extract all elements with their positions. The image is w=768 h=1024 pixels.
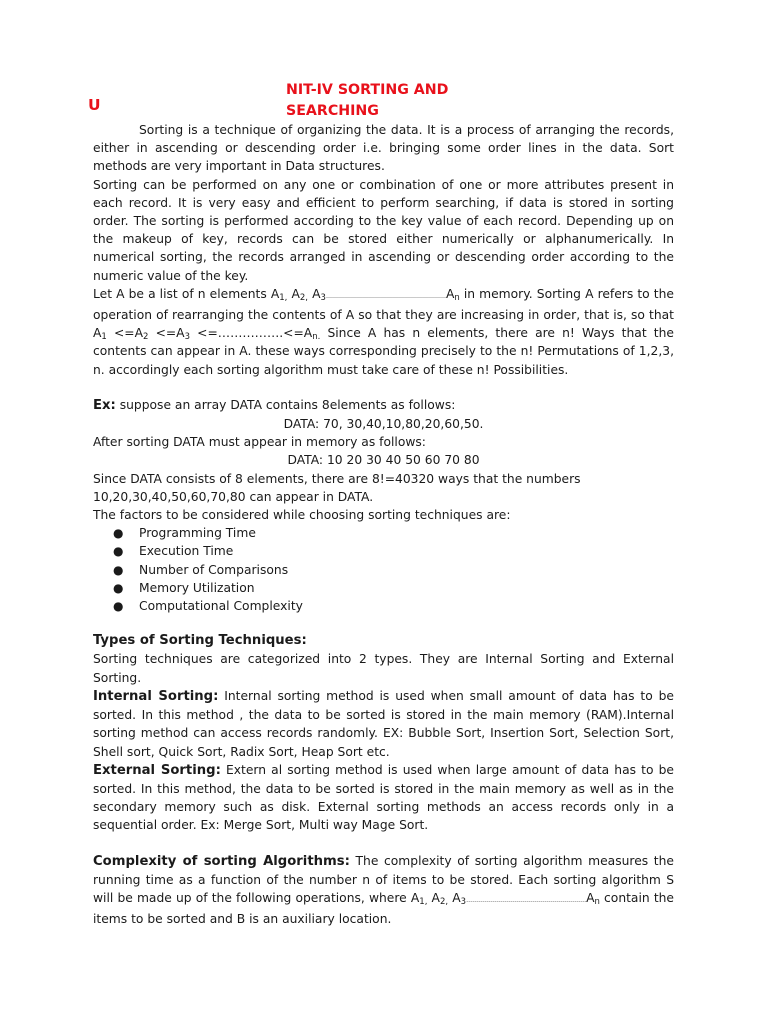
external-sorting-paragraph bbox=[93, 761, 674, 835]
complexity-paragraph: Complexity of sorting Algorithms: The complexity of sorting algorithm measures the running time as a function of the number n of items to be stored. Each sorting algorithm S will be made up of the following operations, where $A_{1,}$ $A_{2,}$ $A_3\dots\dots\dots\dots\dots\dots\dots\dots\dots\dots\dots\dots\dots\dots\dots\dots\dots\dots\dots\dots A_n$ contain the items to be sorted and B is an auxiliary location. bbox=[93, 853, 674, 927]
complexity-label: Complexity of sorting Algorithms: bbox=[93, 853, 350, 869]
subscript: 1, bbox=[419, 896, 428, 907]
factor-label: Memory Utilization bbox=[139, 580, 255, 595]
data-before: DATA: 70, 30,40,10,80,20,60,50. bbox=[283, 417, 484, 432]
spacer bbox=[93, 379, 674, 396]
dot-leader: …………………………………………………… bbox=[325, 292, 446, 300]
subscript: 3 bbox=[460, 896, 467, 907]
subscript: 2, bbox=[439, 896, 449, 907]
bullet-icon: ● bbox=[113, 562, 124, 577]
internal-sorting-paragraph bbox=[93, 687, 674, 761]
factor-label: Execution Time bbox=[139, 544, 234, 559]
subscript: n bbox=[594, 896, 600, 907]
subscript: 1, bbox=[279, 292, 288, 303]
factor-label: Number of Comparisons bbox=[139, 562, 289, 577]
list-item bbox=[93, 579, 674, 597]
spacer bbox=[93, 835, 674, 852]
types-heading: Types of Sorting Techniques: bbox=[93, 633, 307, 649]
example-line-4: The factors to be considered while choosing sorting techniques are: bbox=[93, 508, 511, 523]
example-line-2: After sorting DATA must appear in memory as follows: bbox=[93, 435, 426, 450]
title-line-1: NIT-IV SORTING AND bbox=[286, 82, 449, 98]
p3-text-b: in memory. Sorting A refers to the operation of rearranging the contents of A so that they are increasing in order, that is, so that A bbox=[93, 286, 674, 341]
complexity-text-a: The complexity of sorting algorithm measures the running time as a function of the number n of items to be stored. Each sorting algorithm S will be made up of the following operations, where A bbox=[93, 853, 674, 905]
p3-text-c: <=A bbox=[113, 326, 144, 341]
list-item bbox=[93, 542, 674, 560]
subscript: 3 bbox=[320, 292, 326, 303]
page-title bbox=[286, 80, 486, 122]
p3-text-f: Since A has n elements, there are n! Ways that the contents can appear in A. these ways corresponding precisely to the n! Permutations of 1,2,3, n. accordingly each sorting algorithm must take care of these n! Possibilities. bbox=[93, 326, 674, 377]
intro-paragraph-2: Sorting can be performed on any one or combination of one or more attributes present in each record. It is very easy and efficient to perform searching, if data is stored in sorting order. The sorting is performed according to the key value of each record. Depending up on the makeup of key, records can be stored either numerically or alphanumerically. In numerical sorting, the records arranged in ascending or descending order according to the numeric value of the key. bbox=[93, 177, 674, 283]
example-line-3: Since DATA consists of 8 elements, there are 8!=40320 ways that the numbers 10,20,30,40,50,60,70,80 can appear in DATA. bbox=[93, 471, 581, 504]
document-body bbox=[93, 121, 674, 928]
intro-paragraph-3: Let A be a list of n elements $A_{1,}$ $A_{2,}$ $A_3\dots\dots\dots\dots\dots\dots\dots\dots\dots\dots\dots\dots\dots\dots\dots\dots\dots\dots\dots\dots A_n$ in memory. Sorting A refers to the operation of rearranging the contents of A so that they are increasing in order, that is, so that $A_1 <=A_2 <=A_3$ $<=\dots\dots\dots\dots\dots.<=A_{n.}$ Since A has n elements, there are n! Ways that the contents can appear in A. these ways corresponding precisely to the n! Permutations of 1,2,3, n. accordingly each sorting algorithm must take care of these n! Possibilities. bbox=[93, 286, 674, 377]
dot-leader: …………………………………………………… bbox=[466, 896, 587, 904]
factor-label: Computational Complexity bbox=[139, 599, 303, 614]
list-item bbox=[93, 524, 674, 542]
data-after: DATA: 10 20 30 40 50 60 70 80 bbox=[287, 453, 480, 468]
list-item bbox=[93, 561, 674, 579]
factor-label: Programming Time bbox=[139, 526, 256, 541]
title-line-2: SEARCHING bbox=[286, 103, 379, 119]
example-line-1: suppose an array DATA contains 8elements as follows: bbox=[119, 397, 456, 412]
external-sorting-text: Extern al sorting method is used when large amount of data has to be sorted. In this method, the data to be sorted is stored in the main memory as well as in the secondary memory such as disk. External sorting methods an access records only in a sequential order. Ex: Merge Sort, Multi way Mage Sort. bbox=[93, 762, 674, 833]
factors-list bbox=[93, 524, 674, 615]
spacer bbox=[93, 615, 674, 632]
subscript: 2, bbox=[299, 292, 309, 303]
bullet-icon: ● bbox=[113, 599, 124, 614]
bullet-icon: ● bbox=[113, 580, 124, 595]
internal-sorting-text: Internal sorting method is used when small amount of data has to be sorted. In this method , the data to be sorted is stored in the main memory (RAM).Internal sorting method can access records randomly. EX: Bubble Sort, Insertion Sort, Selection Sort, Shell sort, Quick Sort, Radix Sort, Heap Sort etc. bbox=[93, 688, 674, 759]
external-sorting-label: External Sorting: bbox=[93, 762, 221, 778]
complexity-text-b: contain the items to be sorted and B is an auxiliary location. bbox=[93, 890, 674, 927]
bullet-icon: ● bbox=[113, 526, 124, 541]
list-item bbox=[93, 597, 674, 615]
unit-letter: U bbox=[88, 96, 101, 114]
p3-text-e: <=…………….<=A bbox=[197, 326, 313, 341]
bullet-icon: ● bbox=[113, 544, 124, 559]
example-label: Ex: bbox=[93, 397, 116, 413]
intro-paragraph-1: Sorting is a technique of organizing the data. It is a process of arranging the records, either in ascending or descending order i.e. bringing some order lines in the data. Sort methods are very important in Data structures. bbox=[93, 123, 674, 174]
internal-sorting-label: Internal Sorting: bbox=[93, 688, 219, 704]
subscript: n. bbox=[312, 332, 321, 343]
subscript: n bbox=[454, 292, 460, 303]
p3-text-d: <=A bbox=[155, 326, 185, 341]
example-intro bbox=[93, 396, 674, 415]
p3-text-a: Let A be a list of n elements A bbox=[93, 286, 280, 301]
types-intro: Sorting techniques are categorized into 2 types. They are Internal Sorting and External Sorting. bbox=[93, 652, 674, 685]
